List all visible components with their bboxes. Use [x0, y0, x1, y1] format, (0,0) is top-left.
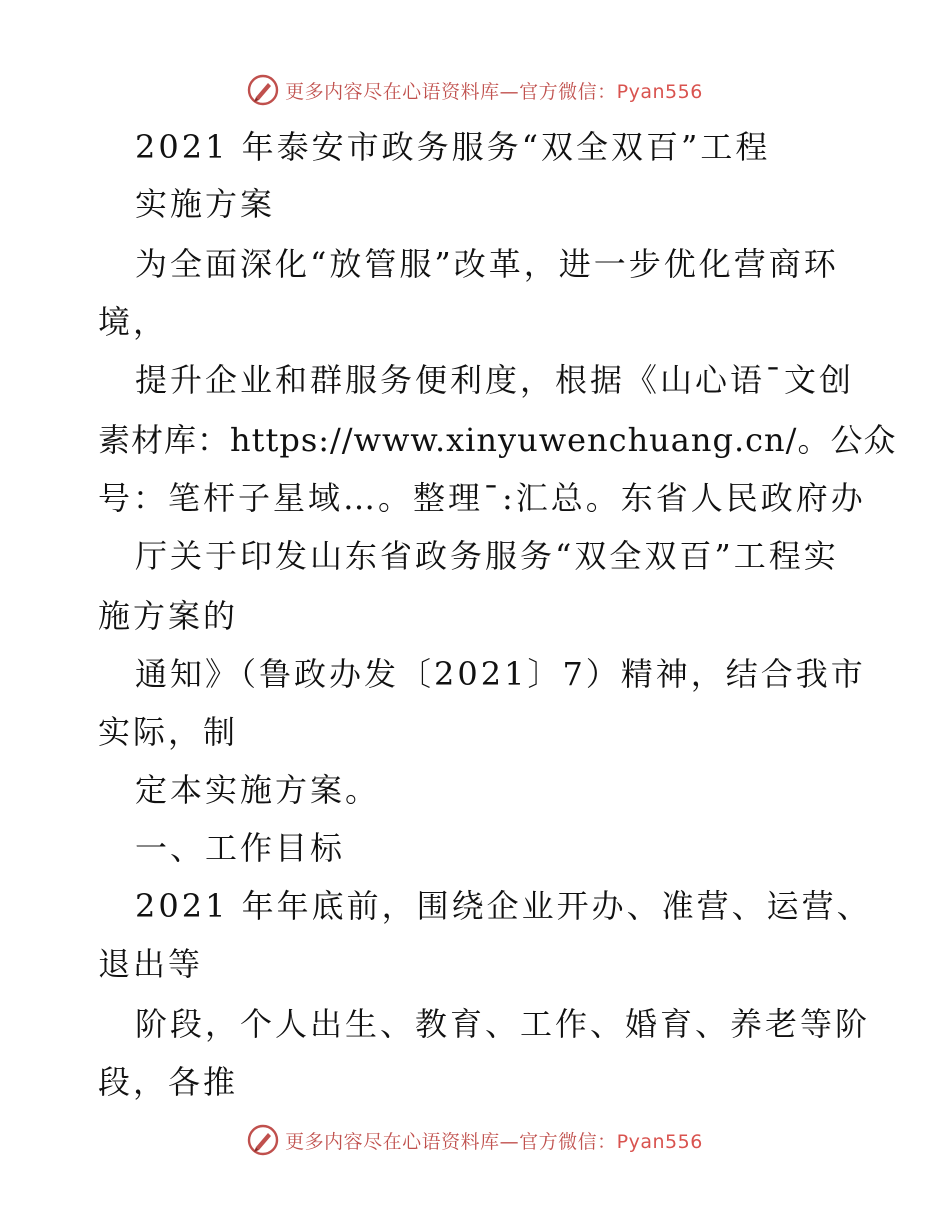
- doc-line-14: 2021 年年底前，围绕企业开办、准营、运营、: [135, 887, 872, 925]
- wechat-id: Pyan556: [616, 1130, 703, 1153]
- pen-logo-icon: [247, 74, 279, 106]
- header-banner: [0, 72, 950, 108]
- doc-title-line-1: 2021 年泰安市政务服务“双全双百”工程: [135, 128, 771, 166]
- banner-text: 更多内容尽在心语资料库—官方微信：Pyan556: [285, 80, 703, 103]
- doc-line-5: 提升企业和群服务便利度，根据《山心语¯文创: [135, 361, 855, 399]
- doc-line-16: 阶段，个人出生、教育、工作、婚育、养老等阶: [135, 1005, 871, 1043]
- doc-line-15: 退出等: [98, 945, 204, 983]
- doc-line-6: 素材库：https://www.xinyuwenchuang.cn/。公众: [98, 421, 897, 459]
- pen-logo-icon: [247, 1124, 279, 1156]
- banner-text: 更多内容尽在心语资料库—官方微信：Pyan556: [285, 1130, 703, 1153]
- doc-line-12: 定本实施方案。: [135, 771, 381, 809]
- doc-section-heading: 一、工作目标: [135, 829, 346, 867]
- doc-line-17: 段，各推: [98, 1063, 239, 1101]
- doc-line-4: 境，: [98, 303, 169, 341]
- doc-line-7: 号：笔杆子星域…。整理¯:汇总。东省人民政府办: [98, 479, 866, 517]
- wechat-id: Pyan556: [616, 80, 703, 103]
- doc-line-3: 为全面深化“放管服”改革，进一步优化营商环: [135, 245, 839, 283]
- doc-line-11: 实际，制: [98, 713, 239, 751]
- doc-title-line-2: 实施方案: [135, 185, 276, 223]
- doc-line-8: 厅关于印发山东省政务服务“双全双百”工程实: [135, 537, 839, 575]
- doc-line-9: 施方案的: [98, 597, 239, 635]
- footer-banner: [0, 1122, 950, 1158]
- doc-line-10: 通知》（鲁政办发〔2021〕7）精神，结合我市: [135, 655, 866, 693]
